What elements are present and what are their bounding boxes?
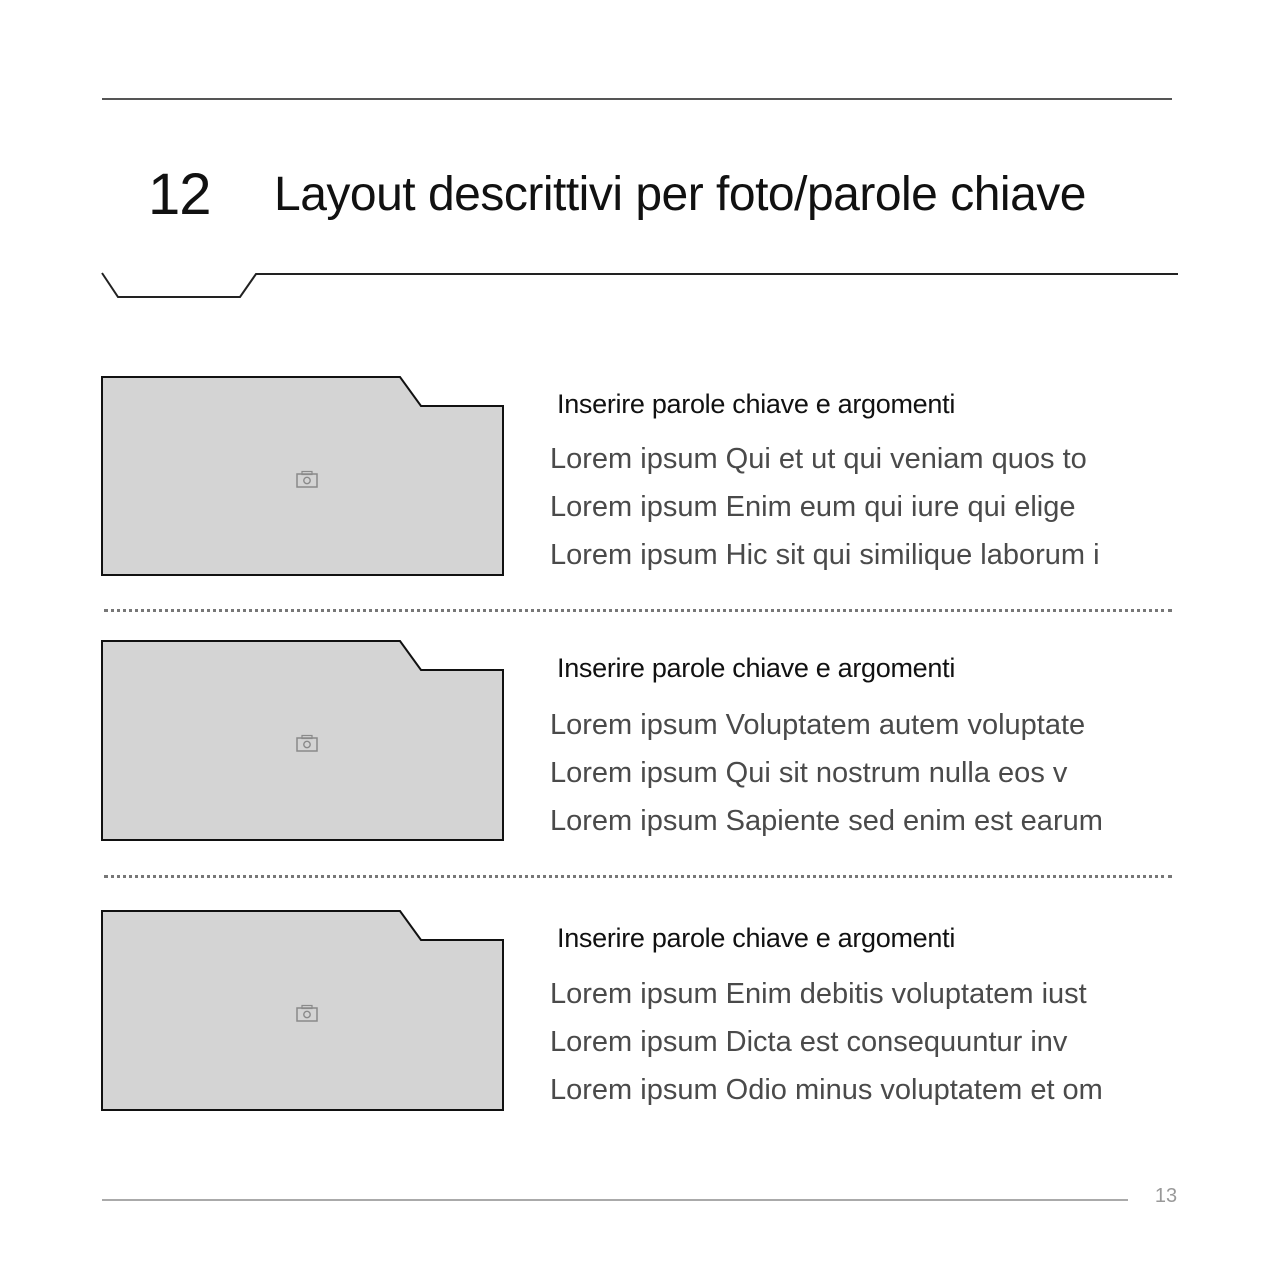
block-line: Lorem ipsum Odio minus voluptatem et om — [550, 1074, 1103, 1106]
block-line: Lorem ipsum Sapiente sed enim est earum — [550, 805, 1103, 837]
block-line: Lorem ipsum Voluptatem autem voluptate — [550, 709, 1086, 741]
section-number: 12 — [148, 162, 211, 227]
block-line: Lorem ipsum Hic sit qui similique laborum i — [550, 539, 1100, 571]
dotted-separator — [104, 875, 1172, 878]
keyword-block — [100, 640, 1180, 844]
dotted-separator — [104, 609, 1172, 612]
bottom-rule — [102, 1199, 1128, 1201]
block-heading: Inserire parole chiave e argomenti — [557, 389, 956, 419]
block-line: Lorem ipsum Qui sit nostrum nulla eos v — [550, 757, 1068, 789]
block-heading: Inserire parole chiave e argomenti — [557, 923, 956, 953]
block-line: Lorem ipsum Qui et ut qui veniam quos to — [550, 443, 1087, 475]
camera-icon — [296, 1004, 318, 1022]
camera-icon — [296, 734, 318, 752]
photo-placeholder[interactable] — [100, 376, 508, 580]
page-number: 13 — [1154, 1185, 1178, 1207]
block-line: Lorem ipsum Enim eum qui iure qui elige — [550, 491, 1076, 523]
keyword-block — [100, 910, 1180, 1114]
block-line: Lorem ipsum Dicta est consequuntur inv — [550, 1026, 1068, 1058]
camera-icon — [296, 470, 318, 488]
photo-placeholder[interactable] — [100, 640, 508, 844]
header-divider — [0, 0, 1280, 320]
page-title: Layout descrittivi per foto/parole chiave — [274, 168, 1086, 221]
block-line: Lorem ipsum Enim debitis voluptatem iust — [550, 978, 1087, 1010]
photo-placeholder[interactable] — [100, 910, 508, 1114]
keyword-block — [100, 376, 1180, 580]
block-heading: Inserire parole chiave e argomenti — [557, 653, 956, 683]
